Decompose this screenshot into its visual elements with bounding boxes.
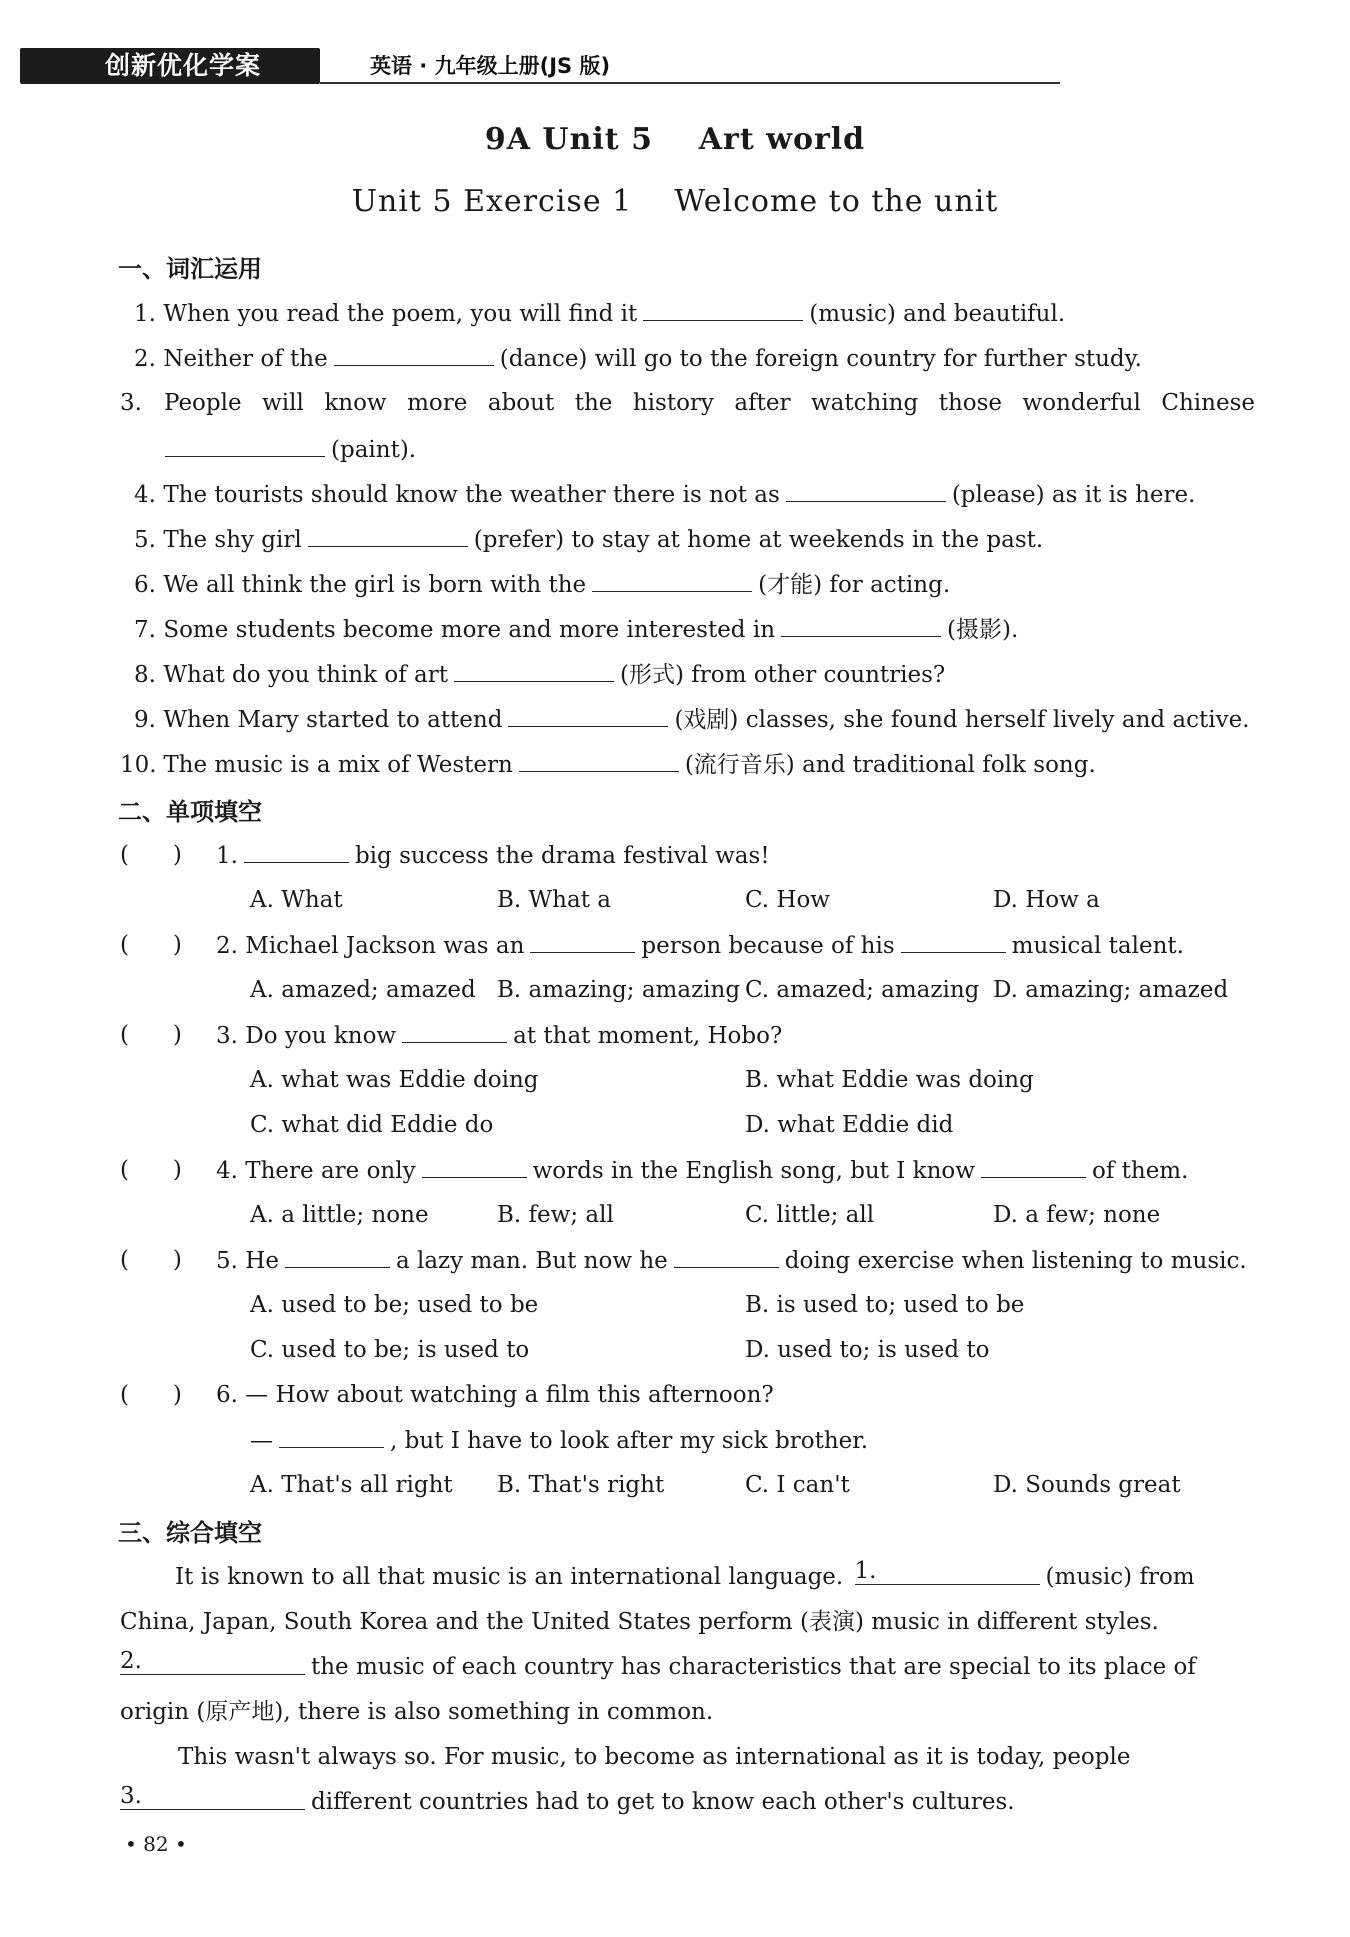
option-a[interactable]: A. What bbox=[250, 887, 343, 913]
cloze-line: China, Japan, South Korea and the United States perform (表演) music in different styles. bbox=[120, 1609, 1159, 1635]
list-item: 6. We all think the girl is born with the (才能) for acting. bbox=[120, 569, 950, 600]
page-title: 9A Unit 5 Art world bbox=[484, 122, 866, 157]
header-rule bbox=[320, 82, 1060, 84]
answer-blank[interactable] bbox=[308, 524, 468, 547]
answer-parenthesis[interactable]: ( ) bbox=[120, 932, 182, 958]
answer-blank[interactable] bbox=[508, 704, 668, 727]
brand-block bbox=[20, 48, 320, 84]
answer-blank[interactable] bbox=[674, 1245, 779, 1268]
option-b[interactable]: B. What a bbox=[497, 887, 611, 913]
header-band bbox=[20, 48, 1060, 84]
option-c[interactable]: C. amazed; amazing bbox=[745, 977, 980, 1003]
list-item: 4. The tourists should know the weather there is not as (please) as it is here. bbox=[120, 479, 1195, 510]
question-6-response: — , but I have to look after my sick brother. bbox=[250, 1425, 868, 1456]
section-heading-multiple-choice: 二、单项填空 bbox=[118, 798, 262, 826]
answer-blank[interactable] bbox=[901, 930, 1006, 953]
list-item: 1. When you read the poem, you will find it (music) and beautiful. bbox=[120, 298, 1065, 329]
answer-blank[interactable] bbox=[530, 930, 635, 953]
option-b[interactable]: B. what Eddie was doing bbox=[745, 1067, 1034, 1093]
option-a[interactable]: A. amazed; amazed bbox=[250, 977, 476, 1003]
option-c[interactable]: C. used to be; is used to bbox=[250, 1337, 530, 1363]
cloze-line: origin (原产地), there is also something in common. bbox=[120, 1699, 714, 1725]
question-4: 4. There are only words in the English song, but I know of them. bbox=[216, 1155, 1188, 1186]
question-6: 6. — How about watching a film this afternoon? bbox=[216, 1382, 774, 1408]
answer-parenthesis[interactable]: ( ) bbox=[120, 1247, 182, 1273]
question-2: 2. Michael Jackson was an person because of his musical talent. bbox=[216, 930, 1184, 961]
cloze-line: 3. different countries had to get to know each other's cultures. bbox=[120, 1783, 1015, 1815]
list-item: 7. Some students become more and more interested in (摄影). bbox=[120, 614, 1018, 645]
answer-blank[interactable] bbox=[165, 434, 325, 457]
list-item: 3. People will know more about the history after watching those wonderful Chinese bbox=[120, 390, 1255, 416]
question-5: 5. He a lazy man. But now he doing exercise when listening to music. bbox=[216, 1245, 1247, 1276]
answer-blank[interactable] bbox=[643, 298, 803, 321]
answer-blank[interactable] bbox=[279, 1425, 384, 1448]
answer-blank[interactable] bbox=[244, 840, 349, 863]
cloze-line: This wasn't always so. For music, to become as international as it is today, people bbox=[178, 1744, 1131, 1770]
option-c[interactable]: C. little; all bbox=[745, 1202, 875, 1228]
page-subtitle: Unit 5 Exercise 1 Welcome to the unit bbox=[351, 184, 999, 219]
question-1: 1. big success the drama festival was! bbox=[216, 840, 770, 871]
answer-blank[interactable] bbox=[981, 1155, 1086, 1178]
option-c[interactable]: C. How bbox=[745, 887, 830, 913]
answer-blank[interactable]: 1. bbox=[855, 1562, 1040, 1585]
option-d[interactable]: D. what Eddie did bbox=[745, 1112, 954, 1138]
answer-blank[interactable] bbox=[454, 659, 614, 682]
list-item: 8. What do you think of art (形式) from other countries? bbox=[120, 659, 945, 690]
answer-blank[interactable] bbox=[422, 1155, 527, 1178]
answer-blank[interactable] bbox=[519, 749, 679, 772]
option-b[interactable]: B. amazing; amazing bbox=[497, 977, 741, 1003]
option-a[interactable]: A. a little; none bbox=[250, 1202, 429, 1228]
subject-title: 英语 · 九年级上册(JS 版) bbox=[370, 54, 611, 78]
option-d[interactable]: D. used to; is used to bbox=[745, 1337, 990, 1363]
answer-parenthesis[interactable]: ( ) bbox=[120, 1382, 182, 1408]
section-heading-cloze: 三、综合填空 bbox=[118, 1519, 262, 1547]
list-item: 5. The shy girl (prefer) to stay at home at weekends in the past. bbox=[120, 524, 1043, 555]
answer-blank[interactable] bbox=[592, 569, 752, 592]
option-b[interactable]: B. few; all bbox=[497, 1202, 614, 1228]
answer-blank[interactable] bbox=[786, 479, 946, 502]
option-b[interactable]: B. is used to; used to be bbox=[745, 1292, 1025, 1318]
answer-blank[interactable] bbox=[781, 614, 941, 637]
option-a[interactable]: A. what was Eddie doing bbox=[250, 1067, 539, 1093]
option-d[interactable]: D. amazing; amazed bbox=[993, 977, 1229, 1003]
brand-logo-text: 创新优化学案 bbox=[105, 51, 262, 80]
list-item: 2. Neither of the (dance) will go to the foreign country for further study. bbox=[120, 343, 1142, 374]
option-d[interactable]: D. a few; none bbox=[993, 1202, 1161, 1228]
answer-blank[interactable]: 3. bbox=[120, 1787, 305, 1810]
option-c[interactable]: C. I can't bbox=[745, 1472, 850, 1498]
answer-blank[interactable] bbox=[402, 1020, 507, 1043]
cloze-line: 2. the music of each country has characteristics that are special to its place of bbox=[120, 1648, 1196, 1680]
cloze-line: It is known to all that music is an international language. 1. (music) from bbox=[175, 1558, 1195, 1590]
list-item: 9. When Mary started to attend (戏剧) classes, she found herself lively and active. bbox=[120, 704, 1250, 735]
answer-blank[interactable] bbox=[285, 1245, 390, 1268]
option-d[interactable]: D. How a bbox=[993, 887, 1100, 913]
option-b[interactable]: B. That's right bbox=[497, 1472, 665, 1498]
option-c[interactable]: C. what did Eddie do bbox=[250, 1112, 494, 1138]
answer-parenthesis[interactable]: ( ) bbox=[120, 1022, 182, 1048]
page-number: • 82 • bbox=[125, 1832, 187, 1856]
answer-blank[interactable] bbox=[334, 343, 494, 366]
option-a[interactable]: A. That's all right bbox=[250, 1472, 453, 1498]
option-d[interactable]: D. Sounds great bbox=[993, 1472, 1181, 1498]
answer-blank[interactable]: 2. bbox=[120, 1652, 305, 1675]
list-item: 10. The music is a mix of Western (流行音乐) and traditional folk song. bbox=[120, 749, 1096, 780]
section-heading-vocabulary: 一、词汇运用 bbox=[118, 255, 262, 283]
list-item-continuation: (paint). bbox=[165, 434, 416, 465]
answer-parenthesis[interactable]: ( ) bbox=[120, 1157, 182, 1183]
answer-parenthesis[interactable]: ( ) bbox=[120, 842, 182, 868]
question-3: 3. Do you know at that moment, Hobo? bbox=[216, 1020, 782, 1051]
option-a[interactable]: A. used to be; used to be bbox=[250, 1292, 539, 1318]
